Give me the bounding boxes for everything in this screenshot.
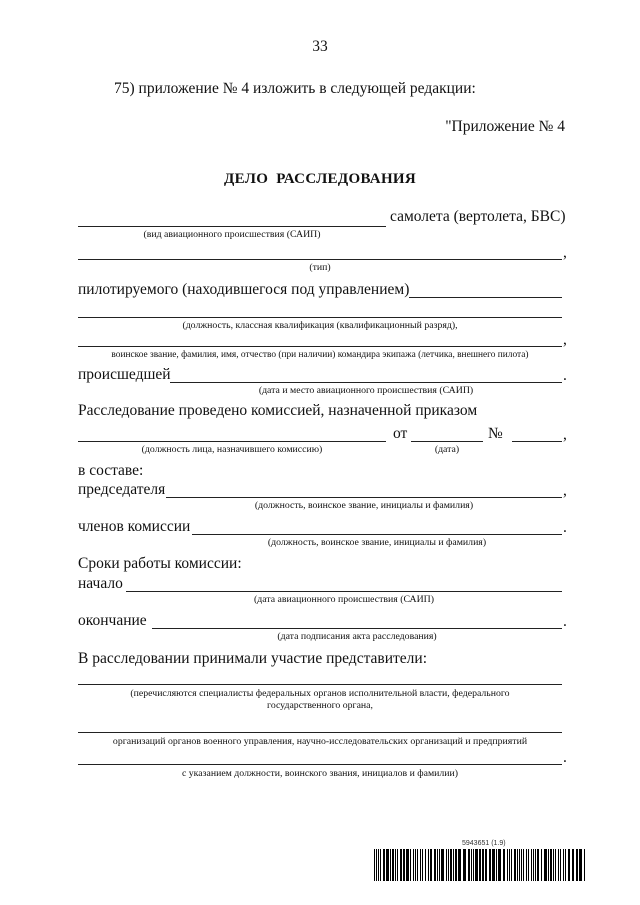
start-caption: (дата авиационного происшествия (САИП) (253, 594, 434, 605)
period-mark: . (563, 749, 567, 766)
from-label: от (393, 425, 408, 442)
barcode-bar (553, 849, 554, 881)
incident-type-line[interactable] (78, 226, 386, 227)
barcode-bar (521, 849, 522, 881)
barcode-bar (390, 849, 391, 881)
barcode-bar (471, 849, 472, 881)
intro-text: 75) приложение № 4 изложить в следующей редакции: (114, 80, 476, 97)
barcode-bar (544, 849, 547, 881)
participants-caption-1a: (перечисляются специалисты федеральных органов исполнительной власти, федерального (130, 688, 510, 699)
barcode-bar (422, 849, 423, 881)
barcode-bar (473, 849, 474, 881)
barcode-bar (519, 849, 520, 881)
date-caption: (дата) (434, 444, 460, 455)
pilot-line[interactable] (409, 297, 562, 298)
chairman-caption: (должность, воинское звание, инициалы и фамилия) (254, 500, 474, 511)
barcode-bar (374, 849, 375, 881)
barcode-bar (450, 849, 452, 881)
barcode-bar (572, 849, 574, 881)
composition-label: в составе: (78, 462, 144, 479)
barcode-bar (415, 849, 416, 881)
aircraft-type-label: самолета (вертолета, БВС) (390, 208, 566, 225)
number-sign: № (488, 425, 503, 442)
barcode-bar (541, 849, 542, 881)
barcode-bar (417, 849, 418, 881)
barcode-bar (503, 849, 505, 881)
terms-label: Сроки работы комиссии: (78, 555, 242, 572)
barcode-bar (383, 849, 385, 881)
barcode-bar (523, 849, 524, 881)
commander-caption: воинское звание, фамилия, имя, отчество (при наличии) командира экипажа (летчика, внешнего пилота) (111, 350, 529, 360)
members-label: членов комиссии (78, 518, 191, 535)
barcode-bar (475, 849, 478, 881)
barcode (374, 849, 588, 881)
barcode-bar (468, 849, 470, 881)
barcode-bar (560, 849, 561, 881)
appendix-reference: "Приложение № 4 (445, 118, 565, 135)
participants-caption-1b: государственного органа, (267, 700, 373, 711)
barcode-bar (437, 849, 438, 881)
barcode-bar (528, 849, 529, 881)
barcode-bar (558, 849, 559, 881)
barcode-bar (458, 849, 461, 881)
appointer-line[interactable] (78, 441, 386, 442)
order-date-line[interactable] (411, 441, 483, 442)
barcode-bar (535, 849, 536, 881)
start-date-line[interactable] (126, 591, 562, 592)
barcode-bar (548, 849, 549, 881)
participants-label: В расследовании принимали участие представители: (78, 650, 428, 667)
barcode-bar (397, 849, 398, 881)
commander-line[interactable] (78, 346, 562, 347)
barcode-bar (485, 849, 487, 881)
date-place-caption: (дата и место авиационного происшествия (САИП) (258, 385, 474, 396)
participants-caption-2: организаций органов военного управления, научно-исследовательских организаций и предприятий (112, 736, 528, 747)
barcode-bar (563, 849, 564, 881)
type-caption: (тип) (309, 262, 331, 273)
barcode-bar (507, 849, 508, 881)
barcode-bar (420, 849, 421, 881)
members-caption: (должность, воинское звание, инициалы и фамилия) (267, 537, 487, 548)
barcode-bar (584, 849, 585, 881)
barcode-bar (482, 849, 484, 881)
barcode-bar (576, 849, 578, 881)
barcode-bar (428, 849, 429, 881)
barcode-bar (386, 849, 389, 881)
comma-mark: , (563, 331, 567, 348)
comma-mark: , (563, 482, 567, 499)
barcode-bar (448, 849, 449, 881)
position-qualification-line[interactable] (78, 317, 562, 318)
barcode-bar (455, 849, 457, 881)
barcode-bar (511, 849, 512, 881)
members-line[interactable] (192, 534, 562, 535)
barcode-bar (517, 849, 518, 881)
participants-line-1[interactable] (78, 684, 562, 685)
barcode-bar (565, 849, 566, 881)
participants-line-2[interactable] (78, 732, 562, 733)
participants-line-3[interactable] (78, 764, 562, 765)
barcode-bar (550, 849, 552, 881)
barcode-bar (453, 849, 454, 881)
end-label: окончание (78, 612, 147, 629)
barcode-bar (413, 849, 414, 881)
end-date-line[interactable] (152, 628, 562, 629)
barcode-bar (492, 849, 495, 881)
period-mark: . (563, 519, 567, 536)
start-label: начало (78, 575, 123, 592)
barcode-bar (403, 849, 405, 881)
barcode-bar (406, 849, 409, 881)
barcode-bar (380, 849, 381, 881)
comma-mark: , (563, 426, 567, 443)
barcode-bar (489, 849, 491, 881)
barcode-bar (496, 849, 497, 881)
barcode-bar (439, 849, 440, 881)
aircraft-model-line[interactable] (78, 259, 562, 260)
chairman-line[interactable] (166, 497, 562, 498)
period-mark: . (563, 367, 567, 384)
barcode-bar (533, 849, 534, 881)
page-number: 33 (312, 38, 328, 55)
barcode-bar (434, 849, 436, 881)
barcode-bar (392, 849, 394, 881)
barcode-bar (509, 849, 510, 881)
piloted-label: пилотируемого (находившегося под управлением) (78, 281, 410, 298)
barcode-bar (463, 849, 466, 881)
date-place-line[interactable] (170, 382, 562, 383)
appointer-caption: (должность лица, назначившего комиссию) (141, 444, 323, 455)
barcode-bar (410, 849, 411, 881)
barcode-bar (568, 849, 570, 881)
occurred-label: происшедшей (78, 366, 171, 383)
barcode-bar (400, 849, 402, 881)
barcode-bar (378, 849, 379, 881)
barcode-bar (537, 849, 539, 881)
barcode-bar (376, 849, 377, 881)
participants-caption-3: с указанием должности, воинского звания, инициалов и фамилии) (181, 768, 459, 779)
barcode-bar (514, 849, 516, 881)
end-caption: (дата подписания акта расследования) (277, 631, 437, 642)
incident-type-caption: (вид авиационного происшествия (САИП) (143, 229, 321, 240)
position-caption: (должность, классная квалификация (квалификационный разряд), (182, 320, 458, 331)
document-title: ДЕЛО РАССЛЕДОВАНИЯ (223, 171, 417, 187)
barcode-bar (430, 849, 432, 881)
chairman-label: председателя (78, 481, 166, 498)
order-number-line[interactable] (512, 441, 562, 442)
barcode-bar (531, 849, 532, 881)
barcode-label: 5943651 (1.9) (462, 840, 506, 847)
comma-mark: , (563, 244, 567, 261)
period-mark: . (563, 613, 567, 630)
barcode-bar (441, 849, 444, 881)
barcode-bar (479, 849, 481, 881)
barcode-bar (446, 849, 447, 881)
barcode-bar (395, 849, 396, 881)
commission-text: Расследование проведено комиссией, назначенной приказом (78, 402, 478, 419)
barcode-bar (555, 849, 556, 881)
barcode-bar (579, 849, 582, 881)
barcode-bar (498, 849, 501, 881)
barcode-bar (526, 849, 527, 881)
barcode-bar (425, 849, 426, 881)
